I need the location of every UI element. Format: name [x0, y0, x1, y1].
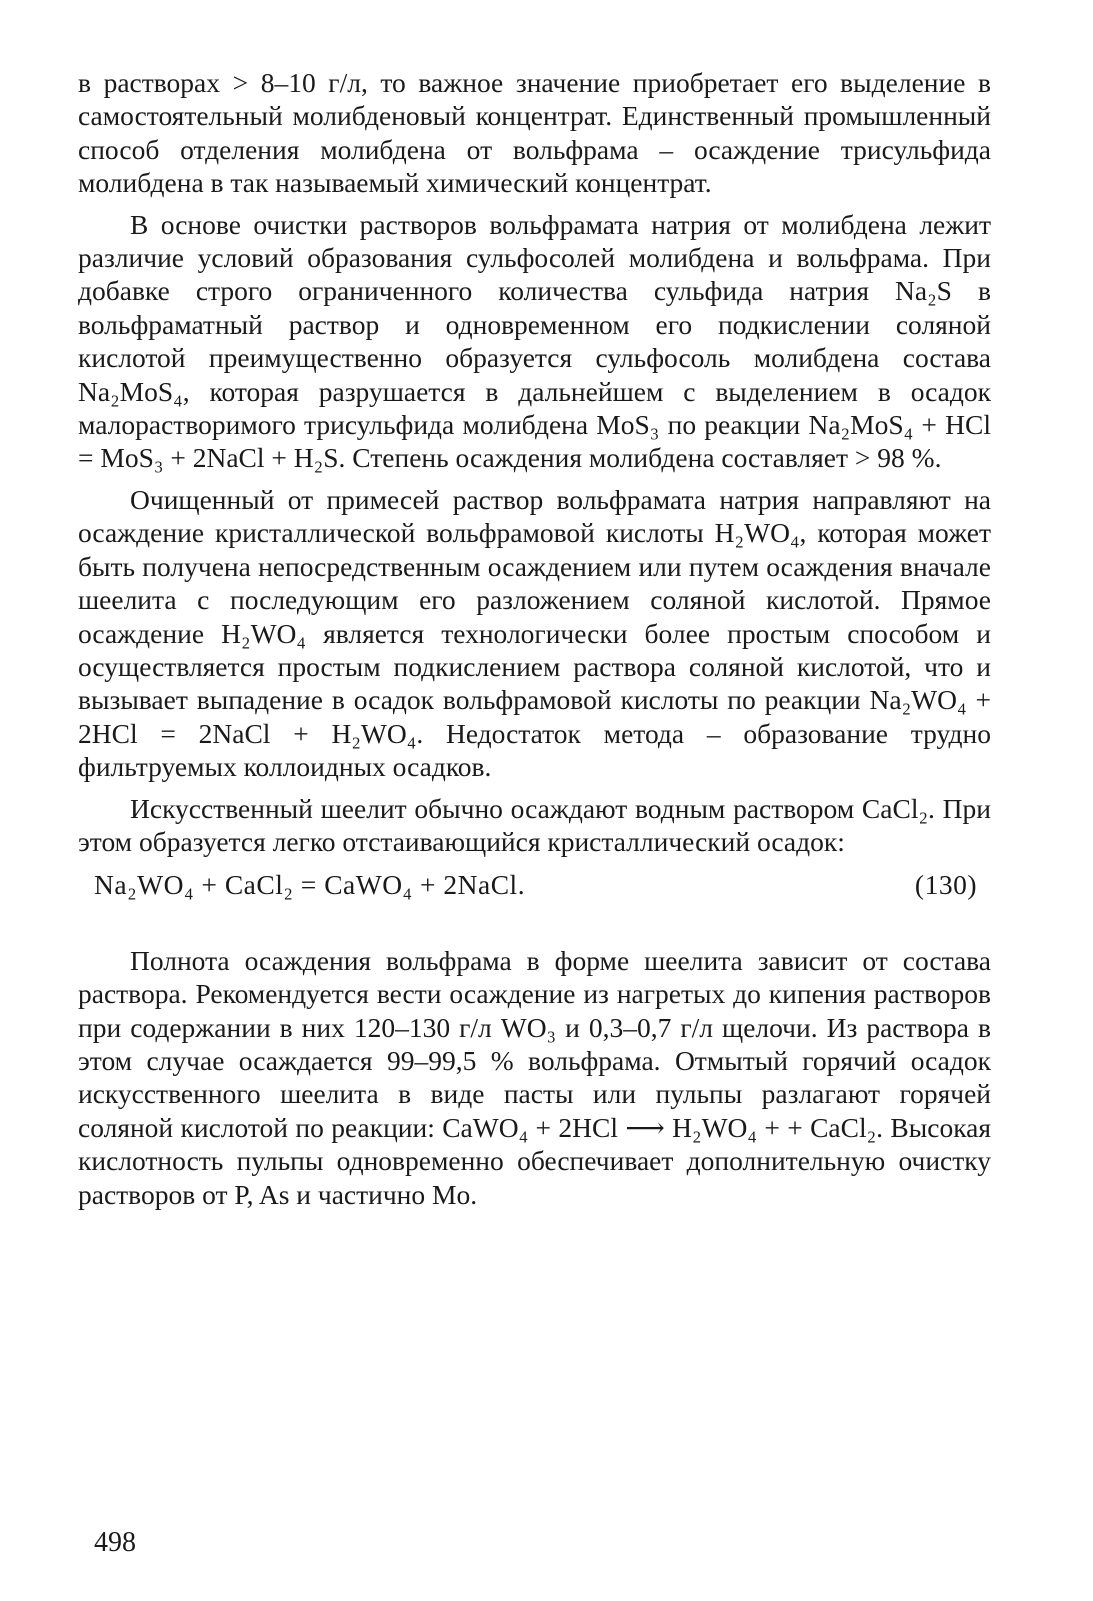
page-number: 498 [94, 1527, 136, 1558]
paragraph-3: Очищенный от примесей раствор вольфрамата натрия направляют на осаждение кристаллической вольфрамовой кислоты H₂WO₄, которая может быть получена непосредственным осаждением или путем осаждения вначале шеелита с последующим его разложением соляной кислотой. Прямое осаждение H₂WO₄ является технологически более простым способом и осуществляется простым подкислением раствора соляной кислотой, что и вызывает выпадение в осадок вольфрамовой кислоты по реакции Na₂WO₄ + 2HCl = 2NaCl + H₂WO₄. Недостаток метода – образование трудно фильтруемых коллоидных осадков. [78, 483, 991, 783]
equation-formula: Na₂WO₄ + CaCl₂ = CaWO₄ + 2NaCl. [94, 869, 526, 901]
paragraph-5: Полнота осаждения вольфрама в форме шеелита зависит от состава раствора. Рекомендуется вести осаждение из нагретых до кипения растворов при содержании в них 120–130 г/л WO₃ и 0,3–0,7 г/л щелочи. Из раствора в этом случае осаждается 99–99,5 % вольфрама. Отмытый горячий осадок искусственного шеелита в виде пасты или пульпы разлагают горячей соляной кислотой по реакции: CaWO₄ + 2HCl ⟶ H₂WO₄ + + CaCl₂. Высокая кислотность пульпы одновременно обеспечивает дополнительную очистку растворов от P, As и частично Mo. [78, 944, 991, 1210]
equation-number: (130) [914, 869, 977, 901]
paragraph-1: в растворах > 8–10 г/л, то важное значение приобретает его выделение в самостоятельный молибденовый концентрат. Единственный промышленный способ отделения молибдена от вольфрама – осаждение трисульфида молибдена в так называемый химический концентрат. [78, 67, 991, 199]
paragraph-4: Искусственный шеелит обычно осаждают водным раствором CaCl₂. При этом образуется легко отстаивающийся кристаллический осадок: [78, 792, 991, 857]
page-body [78, 66, 991, 1219]
equation-130 [78, 868, 991, 901]
paragraph-2: В основе очистки растворов вольфрамата натрия от молибдена лежит различие условий образования сульфосолей молибдена и вольфрама. При добавке строго ограниченного количества сульфида натрия Na₂S в вольфраматный раствор и одновременном его подкислении соляной кислотой преимущественно образуется сульфосоль молибдена состава Na₂MoS₄, которая разрушается в дальнейшем с выделением в осадок малорастворимого трисульфида молибдена MoS₃ по реакции Na₂MoS₄ + HCl = MoS₃ + 2NaCl + H₂S. Степень осаждения молибдена составляет > 98 %. [78, 208, 991, 474]
